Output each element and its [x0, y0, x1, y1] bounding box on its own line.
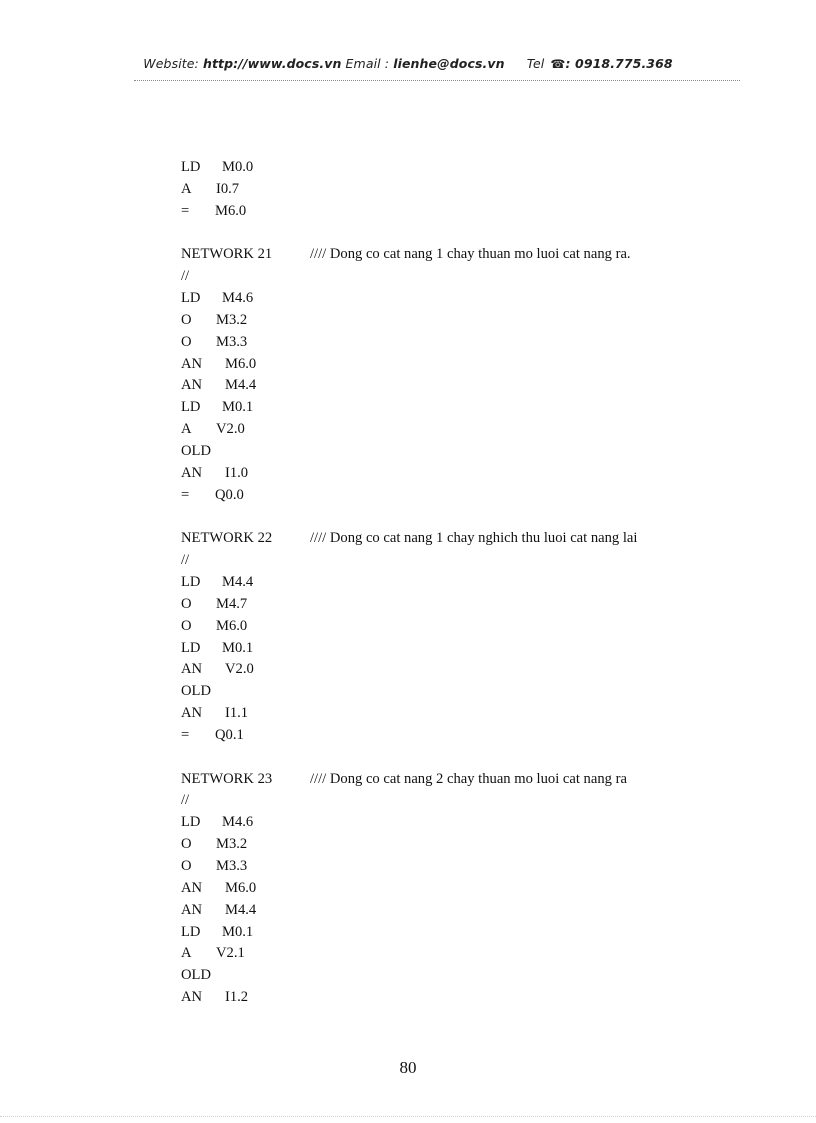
code-line [181, 856, 741, 878]
instruction: OLD [181, 967, 211, 984]
code-line [181, 179, 741, 201]
code-line [181, 397, 741, 419]
telephone-icon: ☎ [550, 57, 566, 71]
instruction: AN [181, 377, 203, 394]
operand: M0.0 [222, 159, 254, 175]
operand: M6.0 [225, 355, 257, 372]
code-line [181, 987, 741, 1009]
operand: I1.2 [225, 989, 249, 1006]
code-line [181, 441, 741, 463]
email-label: Email : [345, 56, 390, 71]
operand: M0.1 [222, 399, 254, 416]
operand: M4.7 [216, 595, 248, 612]
operand: M3.3 [216, 333, 248, 350]
code-line [181, 157, 741, 179]
instruction: AN [181, 705, 203, 722]
code-line [181, 703, 741, 725]
code-line [181, 310, 741, 332]
code-line [181, 463, 741, 485]
code-line [181, 485, 741, 507]
operand: Q0.1 [215, 726, 244, 743]
code-line [181, 943, 741, 965]
instruction: LD [181, 923, 201, 940]
instruction: AN [181, 355, 203, 372]
instruction: A [181, 421, 192, 438]
page-header [0, 56, 816, 72]
instruction: AN [181, 879, 203, 896]
instruction: // [181, 552, 190, 569]
operand: M3.3 [216, 858, 248, 874]
operand: M4.6 [222, 814, 254, 831]
instruction: = [181, 486, 190, 503]
instruction: O [181, 595, 192, 612]
instruction: A [181, 180, 192, 197]
email-address[interactable]: lienhe@docs.vn [393, 56, 505, 71]
code-line [181, 332, 741, 354]
network-heading [181, 244, 741, 266]
code-line [181, 266, 741, 288]
network-heading [181, 528, 741, 550]
network-label: NETWORK 22 [181, 530, 273, 547]
instruction: LD [181, 639, 201, 656]
network-heading [181, 769, 741, 791]
footer-divider [0, 1116, 816, 1117]
network-comment: //// Dong co cat nang 2 chay thuan mo luoi cat nang ra [310, 770, 627, 787]
instruction: = [181, 726, 190, 743]
instruction: AN [181, 464, 203, 481]
phone-number: : 0918.775.368 [565, 56, 673, 71]
network-comment: //// Dong co cat nang 1 chay thuan mo luoi cat nang ra. [310, 246, 631, 263]
code-line [181, 201, 741, 223]
instruction: = [181, 202, 190, 219]
instruction: // [181, 268, 190, 285]
code-line [181, 681, 741, 703]
code-line [181, 659, 741, 681]
code-line [181, 594, 741, 616]
operand: M0.1 [222, 923, 254, 940]
instruction: AN [181, 989, 203, 1006]
code-line [181, 812, 741, 834]
instruction: OLD [181, 442, 211, 459]
operand: V2.0 [216, 421, 245, 438]
instruction: O [181, 311, 192, 328]
page-number: 80 [399, 1058, 417, 1077]
network-comment: //// Dong co cat nang 1 chay nghich thu luoi cat nang lai [310, 530, 638, 547]
instruction: OLD [181, 683, 211, 700]
code-line [181, 900, 741, 922]
instruction: // [181, 792, 190, 809]
code-line [181, 354, 741, 376]
code-line [181, 790, 741, 812]
operand: Q0.0 [215, 486, 244, 503]
operand: V2.1 [216, 945, 245, 962]
code-line [181, 725, 741, 747]
instruction: LD [181, 814, 201, 831]
code-line [181, 878, 741, 900]
code-line [181, 375, 741, 397]
network-label: NETWORK 23 [181, 770, 273, 787]
operand: M6.0 [225, 879, 257, 896]
operand: M4.4 [225, 901, 257, 918]
code-line [181, 288, 741, 310]
operand: M3.2 [216, 836, 248, 853]
tel-label: Tel [526, 56, 545, 71]
website-url[interactable]: http://www.docs.vn [202, 56, 342, 71]
network-label: NETWORK 21 [181, 246, 273, 263]
code-line [181, 922, 741, 944]
operand: V2.0 [225, 661, 254, 678]
instruction: LD [181, 399, 201, 416]
instruction: O [181, 858, 192, 874]
instruction: LD [181, 159, 201, 175]
operand: M0.1 [222, 639, 254, 656]
instruction: AN [181, 901, 203, 918]
operand: I1.0 [225, 464, 249, 481]
website-label: Website: [143, 56, 199, 71]
instruction: A [181, 945, 192, 962]
code-line [181, 965, 741, 987]
code-line [181, 419, 741, 441]
operand: M6.0 [215, 202, 247, 219]
instruction: O [181, 333, 192, 350]
code-line [181, 834, 741, 856]
operand: I0.7 [216, 180, 240, 197]
code-line [181, 550, 741, 572]
code-line [181, 616, 741, 638]
header-divider [134, 80, 740, 81]
operand: M4.6 [222, 290, 254, 307]
operand: M4.4 [222, 574, 254, 591]
code-line [181, 572, 741, 594]
operand: M3.2 [216, 311, 248, 328]
operand: I1.1 [225, 705, 249, 722]
instruction: O [181, 836, 192, 853]
instruction: LD [181, 290, 201, 307]
instruction: LD [181, 574, 201, 591]
plc-code-listing [181, 157, 741, 1009]
code-line [181, 638, 741, 660]
instruction: O [181, 617, 192, 634]
instruction: AN [181, 661, 203, 678]
operand: M4.4 [225, 377, 257, 394]
operand: M6.0 [216, 617, 248, 634]
